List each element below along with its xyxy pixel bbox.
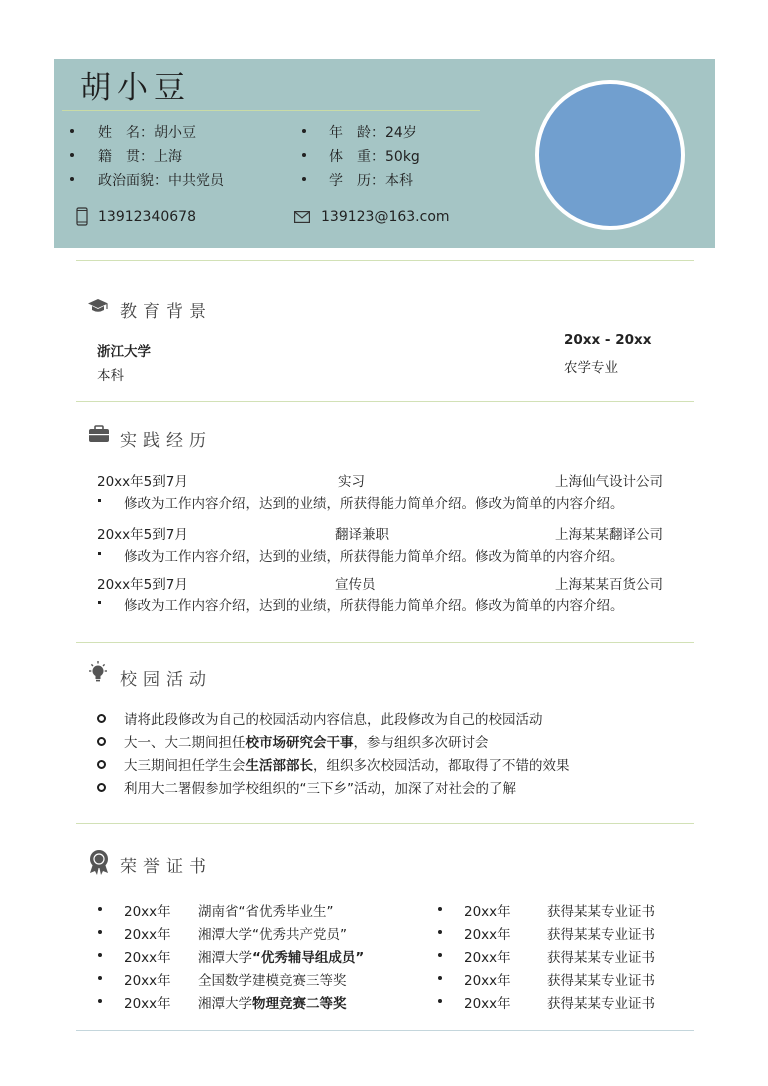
honor-year: 20xx年 <box>124 973 171 989</box>
honor-year: 20xx年 <box>464 996 511 1012</box>
bullet <box>98 976 102 980</box>
practice-company: 上海某某百货公司 <box>555 577 663 593</box>
bullet <box>302 153 306 157</box>
divider <box>76 260 694 261</box>
graduation-cap-icon <box>87 298 109 314</box>
honor-year: 20xx年 <box>124 950 171 966</box>
honor-year: 20xx年 <box>464 950 511 966</box>
honor-year: 20xx年 <box>124 927 171 943</box>
major: 农学专业 <box>564 360 618 376</box>
honor-item: 获得某某专业证书 <box>547 927 655 943</box>
divider <box>76 401 694 402</box>
bullet <box>438 976 442 980</box>
bullet <box>438 999 442 1003</box>
practice-role: 宣传员 <box>335 577 376 593</box>
divider <box>76 1030 694 1031</box>
section-title-honors: 荣誉证书 <box>120 857 212 877</box>
award-badge-icon <box>88 849 110 875</box>
honor-item: 湘潭大学“优秀共产党员” <box>198 927 347 943</box>
practice-company: 上海仙气设计公司 <box>555 474 663 490</box>
practice-date: 20xx年5到7月 <box>97 474 188 490</box>
info-field-education: 学 历：本科 <box>329 173 413 189</box>
info-field-weight: 体 重：50kg <box>329 149 420 165</box>
divider <box>76 642 694 643</box>
bullet <box>70 177 74 181</box>
bullet <box>97 783 106 792</box>
bullet <box>98 907 102 911</box>
bullet <box>438 930 442 934</box>
honor-year: 20xx年 <box>464 927 511 943</box>
profile-photo <box>535 80 685 230</box>
bullet <box>98 601 101 604</box>
info-field-age: 年 龄：24岁 <box>329 125 417 141</box>
honor-year: 20xx年 <box>464 904 511 920</box>
honor-item: 全国数学建模竞赛三等奖 <box>198 973 347 989</box>
honor-year: 20xx年 <box>464 973 511 989</box>
campus-item: 大三期间担任学生会生活部部长，组织多次校园活动，都取得了不错的效果 <box>124 758 570 774</box>
section-title-education: 教育背景 <box>120 302 212 322</box>
bullet <box>97 760 106 769</box>
lightbulb-icon <box>86 660 110 686</box>
name-underline <box>62 110 480 111</box>
practice-date: 20xx年5到7月 <box>97 527 188 543</box>
bullet <box>98 999 102 1003</box>
campus-item: 利用大二署假参加学校组织的“三下乡”活动，加深了对社会的了解 <box>124 781 516 797</box>
campus-item: 请将此段修改为自己的校园活动内容信息，此段修改为自己的校园活动 <box>124 712 543 728</box>
honor-item: 湘潭大学“优秀辅导组成员” <box>198 950 365 966</box>
section-title-practice: 实践经历 <box>120 431 212 451</box>
bullet <box>302 177 306 181</box>
honor-item: 获得某某专业证书 <box>547 950 655 966</box>
practice-description: 修改为工作内容介绍，达到的业绩，所获得能力简单介绍。修改为简单的内容介绍。 <box>124 598 624 614</box>
practice-role: 翻译兼职 <box>335 527 389 543</box>
bullet <box>97 737 106 746</box>
practice-company: 上海某某翻译公司 <box>555 527 663 543</box>
honor-item: 湖南省“省优秀毕业生” <box>198 904 334 920</box>
practice-date: 20xx年5到7月 <box>97 577 188 593</box>
bullet <box>70 129 74 133</box>
email-address: 139123@163.com <box>321 209 450 225</box>
practice-description: 修改为工作内容介绍，达到的业绩，所获得能力简单介绍。修改为简单的内容介绍。 <box>124 496 624 512</box>
honor-item: 湘潭大学物理竞赛二等奖 <box>198 996 347 1012</box>
bullet <box>302 129 306 133</box>
phone-icon <box>76 207 88 226</box>
degree: 本科 <box>97 368 124 384</box>
bullet <box>70 153 74 157</box>
practice-description: 修改为工作内容介绍，达到的业绩，所获得能力简单介绍。修改为简单的内容介绍。 <box>124 549 624 565</box>
bullet <box>98 953 102 957</box>
info-field-origin: 籍 贯：上海 <box>98 149 182 165</box>
honor-year: 20xx年 <box>124 904 171 920</box>
envelope-icon <box>294 211 310 223</box>
briefcase-icon <box>88 425 110 443</box>
section-title-campus: 校园活动 <box>120 670 212 690</box>
education-period: 20xx - 20xx <box>564 332 652 348</box>
bullet <box>97 714 106 723</box>
info-field-political: 政治面貌：中共党员 <box>98 173 224 189</box>
honor-year: 20xx年 <box>124 996 171 1012</box>
bullet <box>98 499 101 502</box>
bullet <box>98 930 102 934</box>
bullet <box>438 953 442 957</box>
school-name: 浙江大学 <box>97 344 151 360</box>
honor-item: 获得某某专业证书 <box>547 904 655 920</box>
phone-number: 13912340678 <box>98 209 196 225</box>
campus-item: 大一、大二期间担任校市场研究会干事，参与组织多次研讨会 <box>124 735 489 751</box>
resume-name: 胡小豆 <box>80 70 191 106</box>
practice-role: 实习 <box>338 474 365 490</box>
honor-item: 获得某某专业证书 <box>547 996 655 1012</box>
info-field-name: 姓 名：胡小豆 <box>98 125 196 141</box>
bullet <box>438 907 442 911</box>
honor-item: 获得某某专业证书 <box>547 973 655 989</box>
bullet <box>98 552 101 555</box>
divider <box>76 823 694 824</box>
